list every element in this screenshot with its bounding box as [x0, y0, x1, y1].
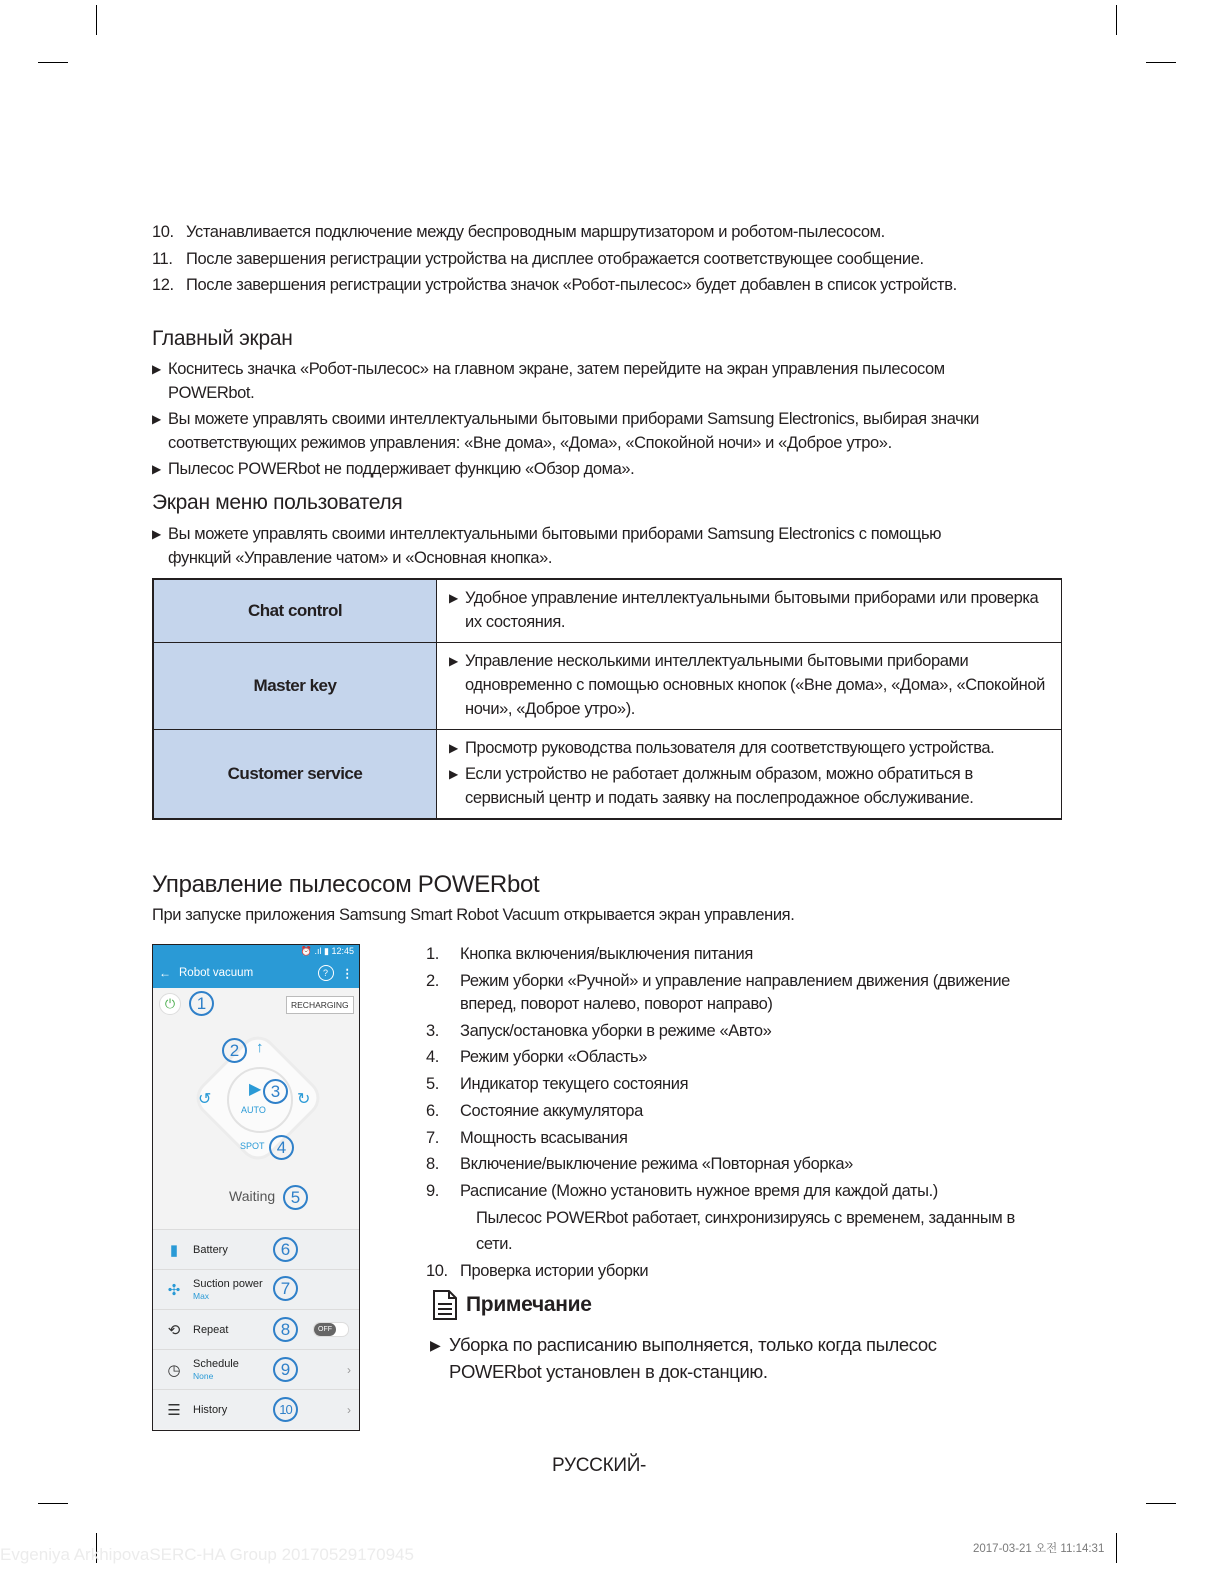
user-menu-bullets: [152, 522, 1002, 572]
bullet-item: ▶ Коснитесь значка «Робот-пылесос» на главном экране, затем перейдите на экран управления пылесосом POWERbot.: [152, 357, 1032, 405]
spot-button[interactable]: SPOT: [240, 1141, 265, 1151]
section-title-main-screen: Главный экран: [152, 327, 293, 350]
note-document-icon: [432, 1289, 458, 1321]
feature-description: ▶ Управление несколькими интеллектуальными бытовыми приборами одновременно с помощью основных кнопок («Вне дома», «Дома», «Спокойной ночи», «Доброе утро»).: [437, 643, 1062, 730]
back-arrow-icon[interactable]: ←: [159, 966, 171, 980]
table-row: [153, 579, 1062, 643]
history-icon: ☰: [167, 1401, 181, 1419]
print-info-left: Evgeniya ArkhipovaSERC-HA Group 20170529170945: [0, 1545, 414, 1564]
crop-mark: [1116, 5, 1117, 35]
crop-mark: [1146, 62, 1176, 63]
status-text: Waiting: [229, 1188, 276, 1204]
app-bar: [153, 958, 359, 988]
section-title-control: Управление пылесосом POWERbot: [152, 871, 540, 898]
bullet-triangle-icon: ▶: [152, 462, 161, 476]
forward-arrow-icon[interactable]: ↑: [256, 1039, 264, 1056]
setup-steps: [152, 219, 957, 299]
bullet-triangle-icon: ▶: [449, 767, 458, 781]
app-title: Robot vacuum: [179, 967, 254, 979]
chevron-right-icon: ›: [347, 1362, 351, 1377]
app-screenshot: [152, 944, 360, 1431]
feature-name: Chat control: [153, 579, 437, 643]
section-title-user-menu: Экран меню пользователя: [152, 491, 403, 514]
legend-item: 5. Индикатор текущего состояния: [426, 1075, 689, 1094]
bullet-item: ▶ Вы можете управлять своими интеллектуальными бытовыми приборами Samsung Electronics с помощью функций «Управление чатом» и «Основная кнопка».: [152, 522, 1002, 570]
callout-8: 8: [273, 1317, 298, 1342]
repeat-toggle[interactable]: [313, 1322, 349, 1337]
note-body: ▶ Уборка по расписанию выполняется, только когда пылесос POWERbot установлен в док-станцию.: [430, 1332, 1010, 1385]
bullet-triangle-icon: ▶: [430, 1337, 441, 1353]
power-button[interactable]: ⏻: [159, 993, 181, 1015]
callout-7: 7: [273, 1276, 298, 1301]
note-heading: Примечание: [432, 1289, 592, 1321]
battery-icon: ▮: [169, 1241, 179, 1259]
step-item: 11. После завершения регистрации устройства на дисплее отображается соответствующее сообщение.: [152, 249, 924, 268]
callout-1: 1: [189, 991, 214, 1016]
legend-item: 8. Включение/выключение режима «Повторная уборка»: [426, 1155, 853, 1174]
legend-item: 1. Кнопка включения/выключения питания: [426, 945, 753, 963]
list-item-suction-power[interactable]: ✣ Suction power Max 7: [153, 1269, 359, 1309]
callout-4: 4: [269, 1135, 294, 1160]
table-row: [153, 730, 1062, 820]
print-info-right: 2017-03-21 오전 11:14:31: [973, 1543, 1105, 1555]
legend-item: 3. Запуск/остановка уборки в режиме «Авто»: [426, 1021, 772, 1040]
crop-mark: [96, 5, 97, 35]
fan-icon: ✣: [167, 1281, 181, 1299]
chevron-right-icon: ›: [347, 1402, 351, 1417]
crop-mark: [38, 62, 68, 63]
list-item-repeat[interactable]: ⟲ Repeat 8 OFF: [153, 1309, 359, 1349]
clock-icon: ◷: [167, 1361, 181, 1379]
legend-item: 2. Режим уборки «Ручной» и управление направлением движения (движение вперед, поворот налево, поворот направо): [426, 971, 1010, 1013]
bullet-triangle-icon: ▶: [449, 741, 458, 755]
list-item-schedule[interactable]: ◷ Schedule None 9 ›: [153, 1349, 359, 1389]
bullet-triangle-icon: ▶: [449, 591, 458, 605]
main-screen-bullets: [152, 357, 1032, 483]
bullet-item: ▶ Вы можете управлять своими интеллектуальными бытовыми приборами Samsung Electronics, выбирая значки соответствующих режимов управления: «Вне дома», «Дома», «Спокойной ночи» и «Доброе утро».: [152, 407, 982, 455]
step-item: 12. После завершения регистрации устройства значок «Робот-пылесос» будет добавлен в список устройств.: [152, 276, 957, 294]
bullet-triangle-icon: ▶: [152, 527, 161, 541]
direction-pad: [193, 1033, 323, 1163]
page-footer-language: РУССКИЙ-: [552, 1455, 647, 1476]
list-item-battery[interactable]: ▮ Battery 6: [153, 1229, 359, 1269]
toggle-off-label: OFF: [314, 1323, 336, 1336]
status-time: 12:45: [331, 946, 354, 956]
rotate-right-icon[interactable]: ↻: [297, 1091, 311, 1108]
help-icon[interactable]: ?: [318, 965, 334, 981]
legend-item: 9. Расписание (Можно установить нужное время для каждой даты.): [426, 1181, 938, 1200]
crop-mark: [1116, 1533, 1117, 1563]
callout-10: 10: [273, 1397, 298, 1422]
rotate-left-icon[interactable]: ↺: [198, 1091, 212, 1108]
legend-item: 10. Проверка истории уборки: [426, 1262, 649, 1281]
status-bar: [153, 945, 359, 958]
crop-mark: [1146, 1503, 1176, 1504]
control-intro: При запуске приложения Samsung Smart Robot Vacuum открывается экран управления.: [152, 906, 795, 924]
repeat-icon: ⟲: [167, 1321, 181, 1339]
bullet-triangle-icon: ▶: [449, 654, 458, 668]
status-icons: ⏰ .ıl ▮: [300, 946, 329, 956]
feature-name: Master key: [153, 643, 437, 730]
feature-name: Customer service: [153, 730, 437, 820]
auto-label: AUTO: [241, 1105, 266, 1115]
callout-5: 5: [283, 1185, 308, 1210]
callout-3: 3: [263, 1079, 288, 1104]
bullet-item: ▶ Пылесос POWERbot не поддерживает функцию «Обзор дома».: [152, 457, 1032, 481]
play-icon: ▶: [249, 1081, 262, 1098]
callout-2: 2: [222, 1038, 247, 1063]
recharging-button[interactable]: RECHARGING: [286, 996, 354, 1014]
table-row: [153, 643, 1062, 730]
callout-legend: [426, 941, 1046, 1285]
callout-6: 6: [273, 1237, 298, 1262]
features-table: [152, 578, 1062, 820]
more-menu-icon[interactable]: ⋮: [341, 968, 353, 980]
legend-item: 4. Режим уборки «Область»: [426, 1048, 648, 1067]
feature-description: ▶ Просмотр руководства пользователя для соответствующего устройства. ▶ Если устройство не работает должным образом, можно обратиться в сервисный центр и подать заявку на послепродажное обслуживание.: [437, 730, 1062, 820]
step-item: 10. Устанавливается подключение между беспроводным маршрутизатором и роботом-пылесосом.: [152, 223, 885, 241]
legend-item: 6. Состояние аккумулятора: [426, 1101, 643, 1120]
feature-description: ▶ Удобное управление интеллектуальными бытовыми приборами или проверка их состояния.: [437, 579, 1062, 643]
callout-9: 9: [273, 1357, 298, 1382]
bullet-triangle-icon: ▶: [152, 362, 161, 376]
list-item-history[interactable]: ☰ History 10 ›: [153, 1389, 359, 1429]
crop-mark: [38, 1503, 68, 1504]
legend-note: Пылесос POWERbot работает, синхронизируясь с временем, заданным в сети.: [476, 1208, 1015, 1254]
legend-item: 7. Мощность всасывания: [426, 1128, 628, 1147]
bullet-triangle-icon: ▶: [152, 412, 161, 426]
